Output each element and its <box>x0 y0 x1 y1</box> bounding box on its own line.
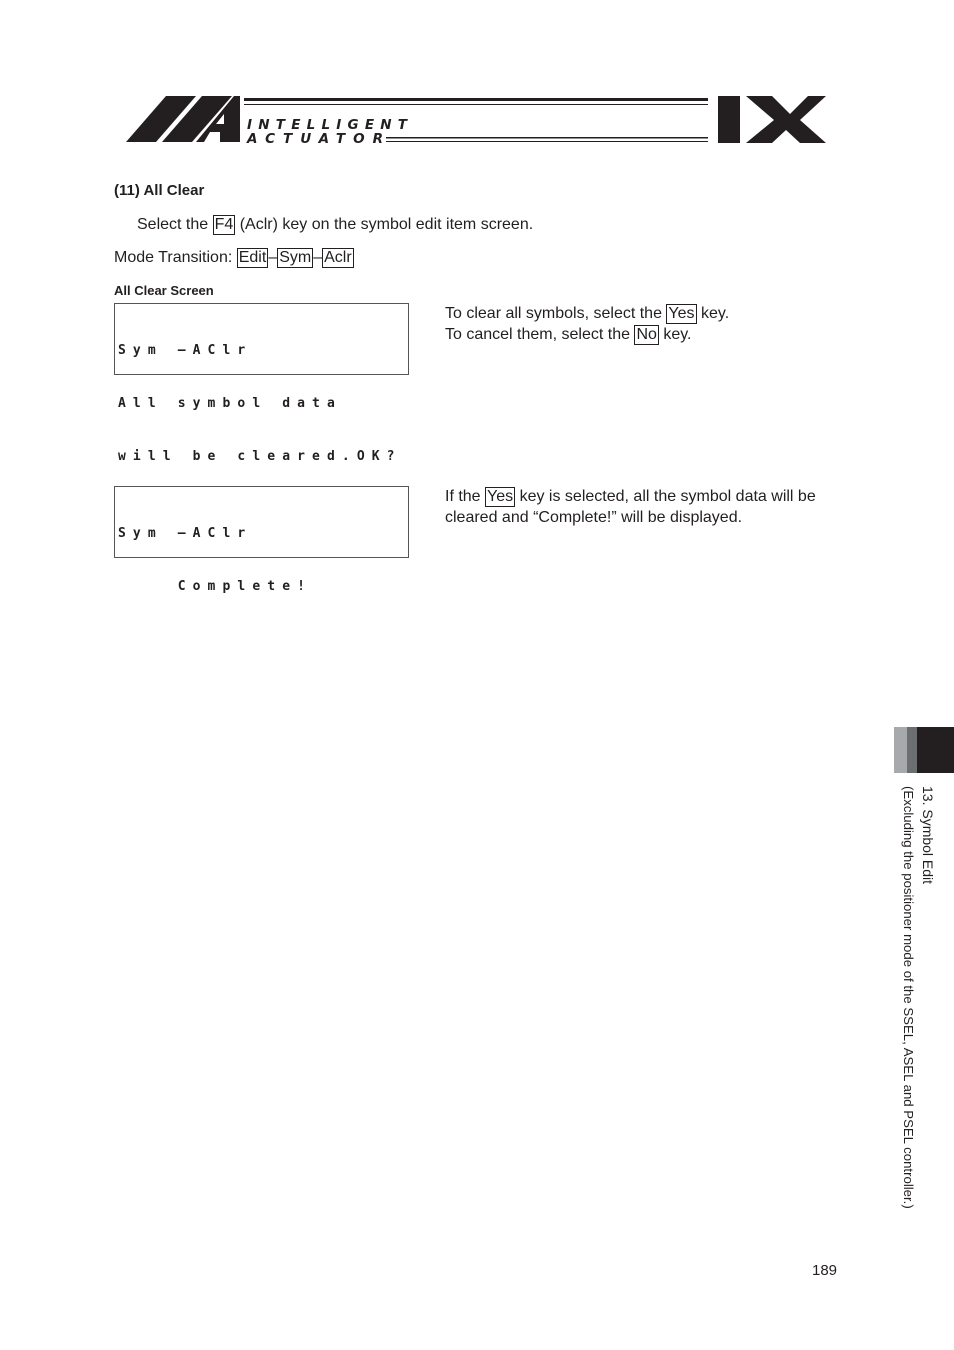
lcd-screen-complete <box>114 486 409 594</box>
yes-key: Yes <box>487 488 514 505</box>
desc-text: To clear all symbols, select the <box>445 305 667 322</box>
lcd-line: Complete! <box>118 578 313 594</box>
desc-text: If the <box>445 488 486 505</box>
f4-key: F4 <box>214 216 234 233</box>
intro-paragraph <box>137 214 533 235</box>
page-number: 189 <box>812 1262 838 1279</box>
no-key: No <box>636 326 657 343</box>
chapter-side-label <box>898 786 937 1209</box>
logo-text-intelligent: INTELLIGENT <box>247 117 407 133</box>
logo-text-actuator: ACTUATOR <box>247 131 383 146</box>
yes-key: Yes <box>668 305 695 322</box>
sym-key: Sym <box>279 249 312 266</box>
mode-transition <box>114 247 354 268</box>
confirm-description <box>445 303 729 345</box>
section-heading: (11) All Clear <box>114 182 205 199</box>
edit-key: Edit <box>238 249 267 266</box>
lcd-screen-confirm <box>114 303 409 465</box>
chapter-note: (Excluding the positioner mode of the SSEL, ASEL and PSEL controller.) <box>901 786 916 1209</box>
desc-text: key is selected, all the symbol data will be <box>515 488 816 505</box>
intro-suffix: (Aclr) key on the symbol edit item screen. <box>235 216 534 233</box>
chapter-tab-mid <box>907 727 917 773</box>
ix-mark-icon <box>718 96 826 143</box>
transition-separator: – <box>268 249 278 266</box>
transition-separator: – <box>313 249 323 266</box>
chapter-tab-light <box>894 727 907 773</box>
screen-caption: All Clear Screen <box>114 283 214 298</box>
aclr-key: Aclr <box>324 249 352 266</box>
intro-prefix: Select the <box>137 216 213 233</box>
chapter-title: 13. Symbol Edit <box>920 786 936 885</box>
transition-label: Mode Transition: <box>114 249 237 266</box>
lcd-line: Sym –AClr <box>118 525 253 541</box>
lcd-line: will be cleared.OK? <box>118 449 402 465</box>
desc-text: To cancel them, select the <box>445 326 635 343</box>
desc-text: key. <box>658 326 692 343</box>
lcd-line: All symbol data <box>118 395 342 411</box>
desc-text: cleared and “Complete!” will be displayed. <box>445 509 743 526</box>
desc-text: key. <box>696 305 730 322</box>
chapter-tab-dark <box>917 727 954 773</box>
complete-description <box>445 486 816 528</box>
lcd-line: Sym –AClr <box>118 342 253 358</box>
intelligent-actuator-ix-logo <box>126 94 828 146</box>
